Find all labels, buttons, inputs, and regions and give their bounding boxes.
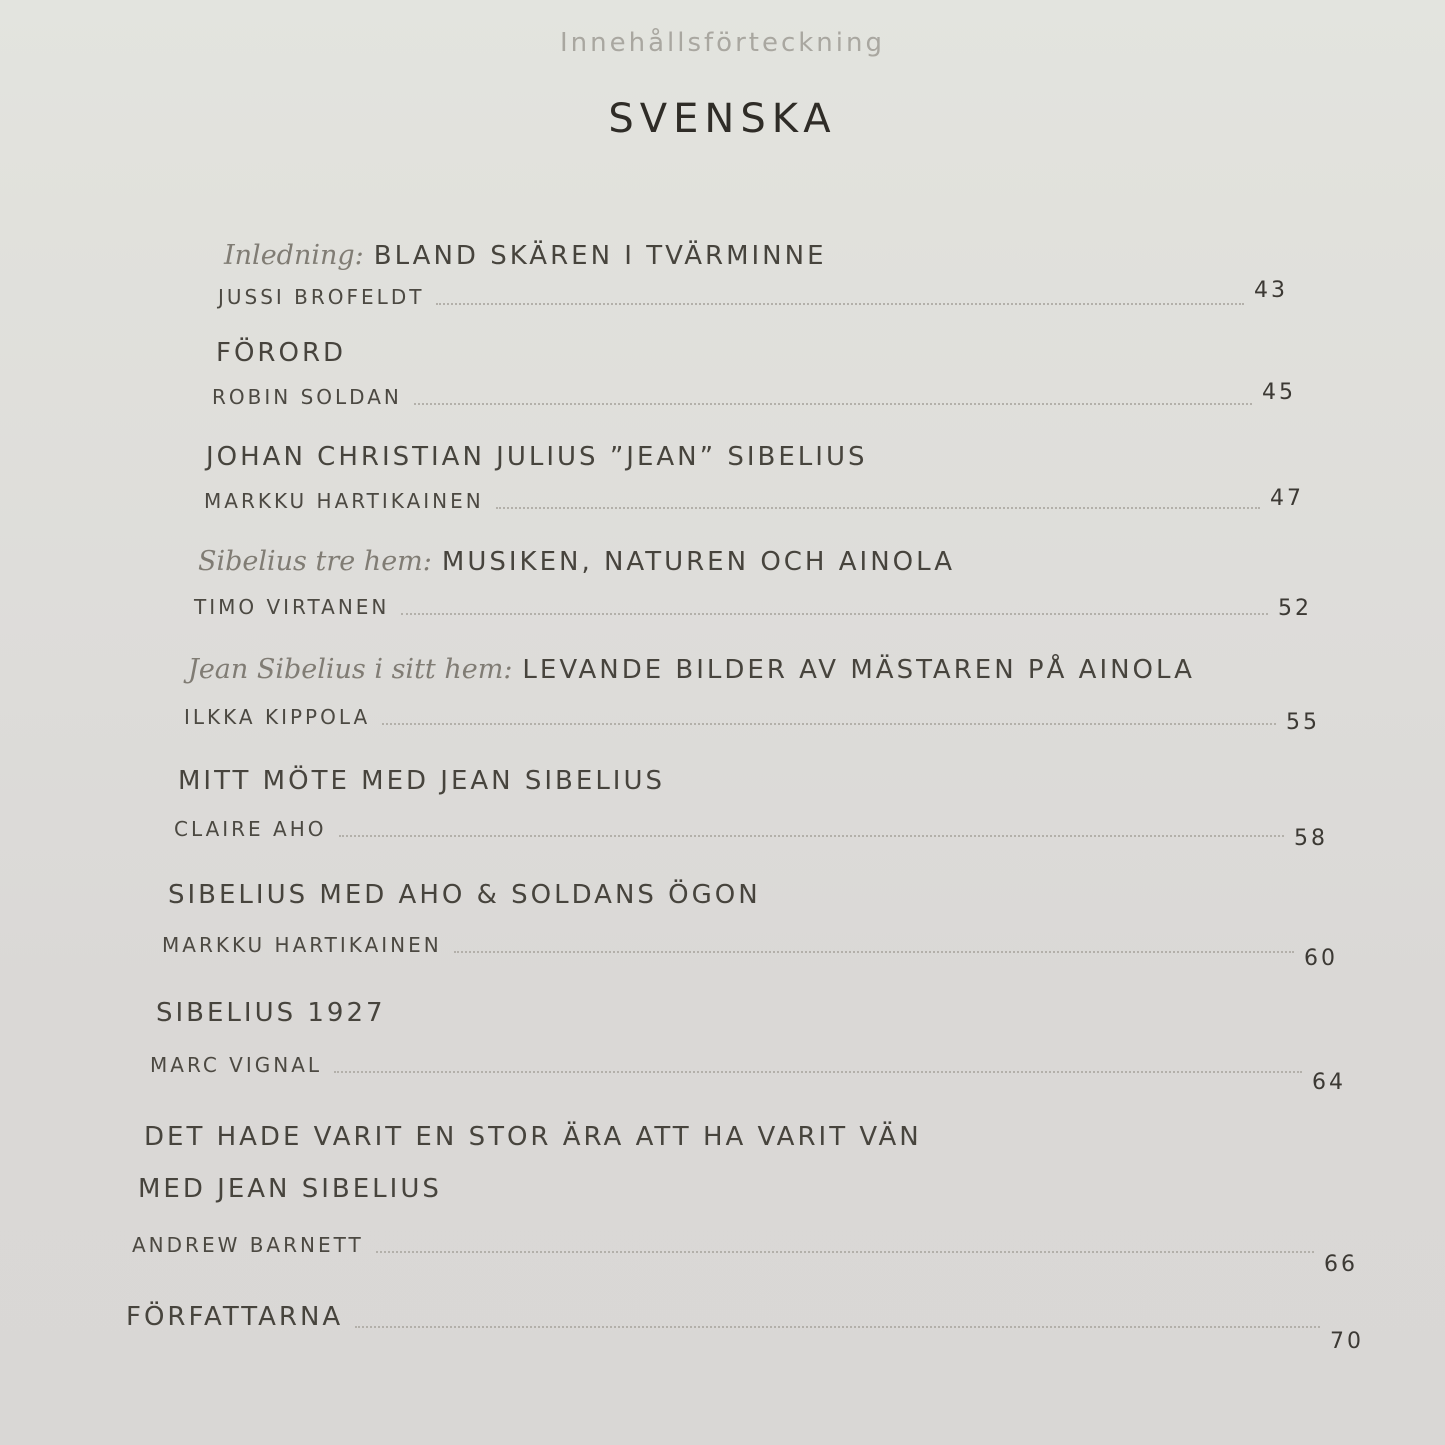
entry-title-line [216, 338, 346, 368]
entry-title: MITT MÖTE MED JEAN SIBELIUS [178, 766, 666, 796]
entry-title: JOHAN CHRISTIAN JULIUS ”JEAN” SIBELIUS [206, 442, 868, 472]
entry-author-row [132, 1232, 1358, 1277]
entry-page-number: 55 [1286, 710, 1320, 735]
entry-title: DET HADE VARIT EN STOR ÄRA ATT HA VARIT VÄN [144, 1122, 922, 1152]
dot-leader [496, 507, 1260, 509]
section-title: Innehållsförteckning [559, 28, 885, 58]
dot-leader [382, 723, 1276, 725]
entry-author-row [162, 932, 1338, 971]
entry-prefix: Sibelius tre hem: [198, 546, 432, 577]
entry-author-row [194, 594, 1312, 619]
entry-page-number: 43 [1254, 278, 1288, 303]
entry-author: JUSSI BROFELDT [218, 285, 425, 309]
dot-leader [376, 1251, 1314, 1253]
dot-leader [339, 835, 1285, 837]
dot-leader [436, 303, 1244, 305]
entry-page-number: 70 [1330, 1329, 1364, 1354]
entry-title-line [168, 880, 761, 910]
dot-leader [414, 403, 1252, 405]
entry-title-line [188, 654, 1195, 685]
entry-title: BLAND SKÄREN I TVÄRMINNE [373, 241, 827, 271]
entry-title-line [156, 998, 386, 1028]
entry-page-number: 45 [1262, 380, 1296, 405]
entry-author-row [150, 1052, 1346, 1095]
entry-title: FÖRFATTARNA [126, 1302, 344, 1332]
entry-title: LEVANDE BILDER AV MÄSTAREN PÅ AINOLA [522, 655, 1195, 685]
entry-author-row [212, 380, 1296, 409]
entry-author: TIMO VIRTANEN [194, 595, 390, 619]
dot-leader [355, 1326, 1320, 1328]
entry-author: ANDREW BARNETT [132, 1233, 364, 1257]
entry-author-row [174, 816, 1328, 851]
entry-title-line [198, 546, 955, 577]
entry-author-row [204, 488, 1304, 513]
entry-title-row [126, 1302, 1364, 1354]
entry-prefix: Jean Sibelius i sitt hem: [188, 654, 513, 685]
entry-page-number: 66 [1324, 1252, 1358, 1277]
entry-title: FÖRORD [216, 338, 347, 368]
dot-leader [454, 951, 1294, 953]
language-heading: SVENSKA [608, 96, 837, 142]
dot-leader [334, 1071, 1302, 1073]
entry-title-line [206, 442, 868, 472]
entry-title: SIBELIUS 1927 [156, 998, 386, 1028]
dot-leader [401, 613, 1268, 615]
entry-author: MARC VIGNAL [150, 1053, 323, 1077]
entry-title: MUSIKEN, NATUREN OCH AINOLA [441, 547, 955, 577]
entry-title-continued: MED JEAN SIBELIUS [138, 1174, 442, 1204]
entry-author: CLAIRE AHO [174, 817, 327, 841]
entry-author-row [184, 704, 1320, 735]
entry-title-line-2 [138, 1174, 442, 1204]
entry-title-line [144, 1122, 922, 1152]
entry-page-number: 58 [1294, 826, 1328, 851]
entry-page-number: 60 [1304, 946, 1338, 971]
entry-title-line [178, 766, 665, 796]
entry-author-row [218, 278, 1288, 309]
entry-title-line [224, 240, 827, 271]
entry-author: MARKKU HARTIKAINEN [162, 933, 442, 957]
entry-prefix: Inledning: [224, 240, 364, 271]
entry-page-number: 64 [1312, 1070, 1346, 1095]
entry-page-number: 52 [1278, 596, 1312, 621]
entry-author: MARKKU HARTIKAINEN [204, 489, 484, 513]
entry-title: SIBELIUS MED AHO & SOLDANS ÖGON [168, 880, 761, 910]
entry-author: ROBIN SOLDAN [212, 385, 402, 409]
entry-page-number: 47 [1270, 486, 1304, 511]
entry-author: ILKKA KIPPOLA [184, 705, 371, 729]
